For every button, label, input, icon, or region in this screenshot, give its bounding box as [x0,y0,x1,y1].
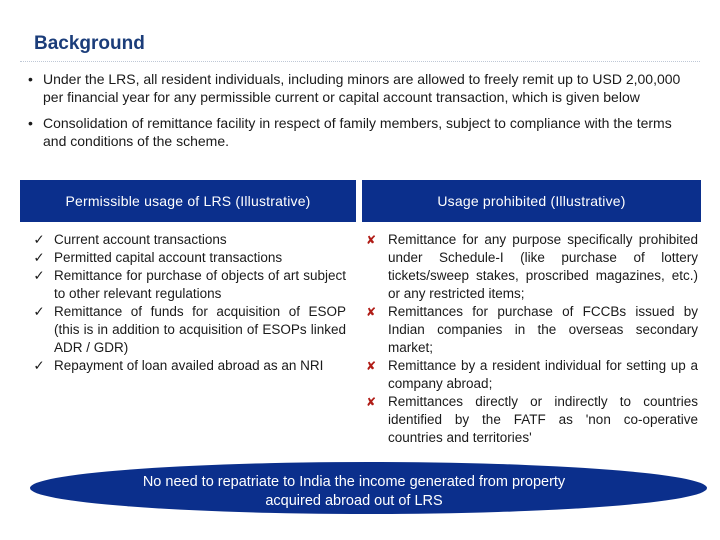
prohibited-header [362,180,701,222]
intro-bullet [28,70,698,106]
intro-bullet [28,114,698,150]
footer-note: No need to repatriate to India the income generated from property acquired abroad out of LRS [142,474,566,509]
permissible-item [34,231,346,249]
permissible-header [20,180,356,222]
prohibited-item-text: Remittance by a resident individual for setting up a company abroad; [388,358,698,391]
permissible-item-text: Permitted capital account transactions [54,250,283,265]
permissible-item-text: Remittance for purchase of objects of art subject to other relevant regulations [54,268,346,301]
permissible-item [34,357,346,375]
intro-bullet-text: Consolidation of remittance facility in respect of family members, subject to compliance with the terms and conditions of the scheme. [43,115,672,149]
prohibited-item-text: Remittance for any purpose specifically prohibited under Schedule-I (like purchase of lottery tickets/sweep stakes, proscribed magazines, etc.) or any restricted items; [388,232,698,301]
permissible-item [34,267,346,303]
prohibited-item [364,393,698,447]
page-title: Background [34,33,145,54]
cross-mark-icon: ✘ [365,233,377,247]
intro-bullet-text: Under the LRS, all resident individuals, including minors are allowed to freely remit up to USD 2,00,000 per financial year for any permissible current or capital account transaction, which is given below [43,71,681,105]
permissible-item [34,249,346,267]
bullet-icon: • [28,71,33,87]
intro-bullet-list [28,70,698,158]
prohibited-list [364,231,698,447]
permissible-header-label: Permissible usage of LRS (Illustrative) [65,193,311,209]
prohibited-item [364,357,698,393]
check-mark-icon: ✓ [33,304,45,319]
bullet-icon: • [28,115,33,131]
check-mark-icon: ✓ [33,232,45,247]
cross-mark-icon: ✘ [365,395,377,409]
prohibited-item [364,303,698,357]
prohibited-item-text: Remittances directly or indirectly to countries identified by the FATF as 'non co-operative countries and territories' [388,394,698,445]
cross-mark-icon: ✘ [365,359,377,373]
check-mark-icon: ✓ [33,268,45,283]
permissible-list [34,231,346,375]
permissible-item-text: Current account transactions [54,232,227,247]
permissible-item [34,303,346,357]
check-mark-icon: ✓ [33,250,45,265]
prohibited-item-text: Remittances for purchase of FCCBs issued by Indian companies in the overseas secondary market; [388,304,698,355]
cross-mark-icon: ✘ [365,305,377,319]
permissible-item-text: Repayment of loan availed abroad as an NRI [54,358,324,373]
check-mark-icon: ✓ [33,358,45,373]
title-divider [20,61,700,62]
prohibited-header-label: Usage prohibited (Illustrative) [437,193,626,209]
permissible-item-text: Remittance of funds for acquisition of ESOP (this is in addition to acquisition of ESOPs linked ADR / GDR) [54,304,346,355]
prohibited-item [364,231,698,303]
